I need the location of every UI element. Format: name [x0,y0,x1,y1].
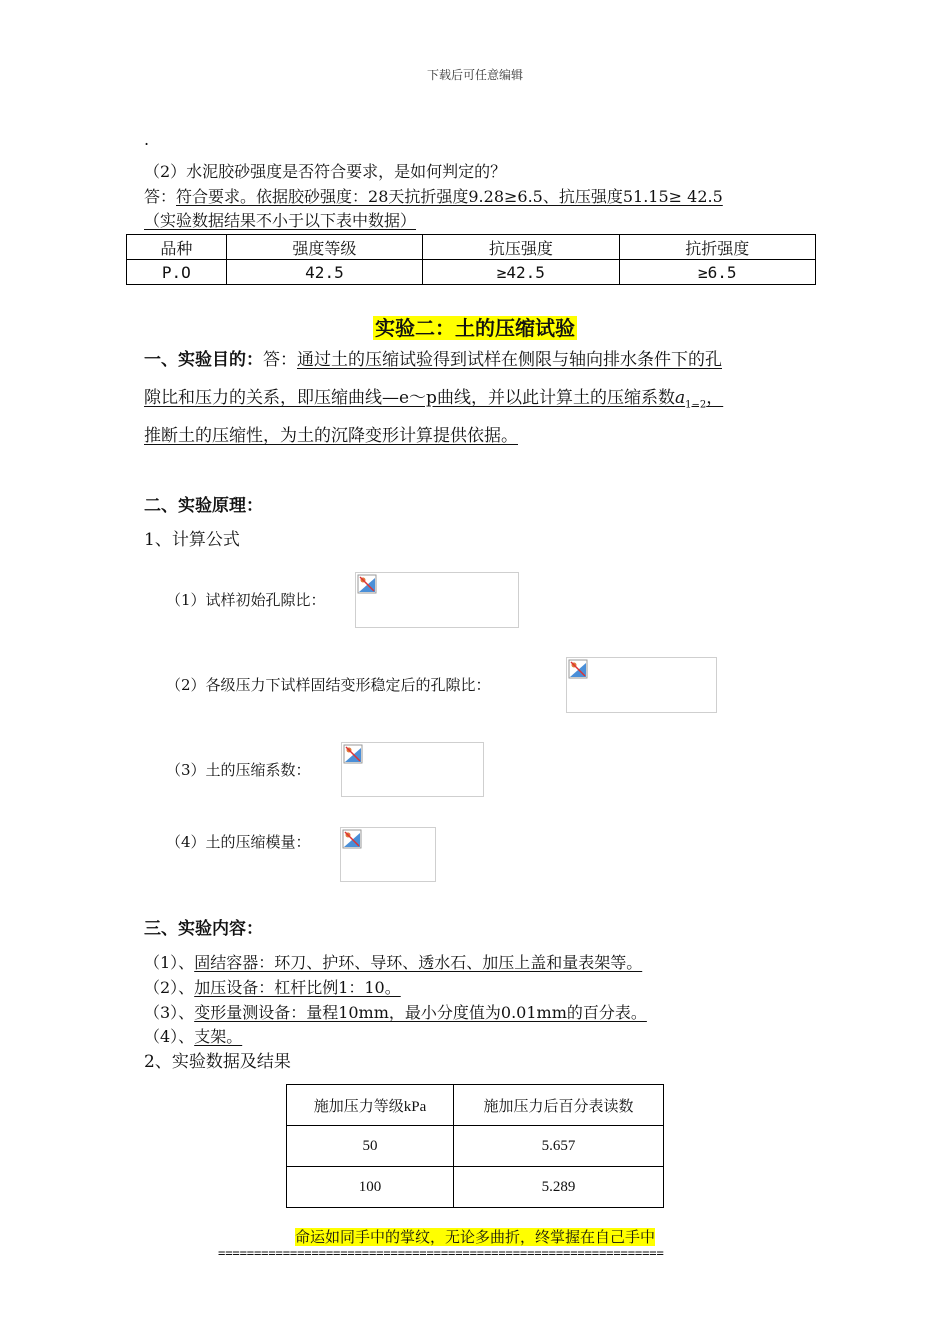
table-cell: 5.657 [454,1126,664,1167]
table-cell: 100 [287,1167,454,1208]
content-heading: 三、实验内容： [144,919,263,939]
answer-text: 符合要求。依据胶砂强度：28天抗折强度9.28≥6.5、抗压强度51.15≥ 42.5 [176,187,723,206]
table-cell: 50 [287,1126,454,1167]
list-item-text: 变形量测设备：量程10mm，最小分度值为0.01mm的百分表。 [194,1003,647,1022]
list-item-prefix: （2）、 [144,978,195,997]
formula-4-image [340,827,436,882]
table-header-row [287,1085,664,1126]
table-cell: 5.289 [454,1167,664,1208]
purpose-heading: 一、实验目的： [144,350,263,370]
table-header-cell: 施加压力后百分表读数 [454,1085,664,1126]
purpose-prefix: 答： [263,350,297,370]
list-item-text: 支架。 [194,1027,243,1046]
data-heading: 2、实验数据及结果 [144,1052,291,1072]
stray-dot: . [144,130,150,149]
formula-3-image [341,742,484,797]
purpose-line-2-end: ， [706,388,724,408]
question-2: （2）水泥胶砂强度是否符合要求，是如何判定的？ [144,162,507,181]
cement-strength-table [126,234,816,285]
broken-image-icon [343,744,363,764]
purpose-paragraph [144,346,722,374]
answer-prefix: 答： [144,187,177,206]
compression-subscript: 1−2 [685,399,707,411]
table-row [127,260,816,285]
broken-image-icon [357,574,377,594]
table-header-cell: 强度等级 [226,235,422,260]
table-note: （实验数据结果不小于以下表中数据） [144,211,417,230]
list-item-text: 加压设备：杠杆比例1：10。 [194,978,401,997]
formula-2-label: （2）各级压力下试样固结变形稳定后的孔隙比： [166,676,491,694]
purpose-line-3: 推断土的压缩性，为土的沉降变形计算提供依据。 [144,426,518,446]
formula-3-label: （3）土的压缩系数： [166,761,311,779]
table-header-row [127,235,816,260]
list-item-prefix: （1）、 [144,953,195,972]
broken-image-icon [568,659,588,679]
formula-heading: 1、计算公式 [144,530,240,550]
formula-4-label: （4）土的压缩模量： [166,833,311,851]
formula-1-label: （1）试样初始孔隙比： [166,591,326,609]
footer-separator: ============================================================== [218,1246,664,1260]
formula-1-image [355,572,519,628]
table-cell: 42.5 [226,260,422,285]
purpose-line-1: 通过土的压缩试验得到试样在侧限与轴向排水条件下的孔 [297,350,722,370]
table-row [287,1167,664,1208]
table-header-cell: 品种 [127,235,227,260]
table-row [287,1126,664,1167]
footer-quote-text: 命运如同手中的掌纹，无论多曲折，终掌握在自己手中 [294,1228,655,1246]
broken-image-icon [342,829,362,849]
answer-2 [144,185,723,209]
compression-symbol: a [674,388,686,408]
purpose-line-2-text: 隙比和压力的关系，即压缩曲线—e～p曲线，并以此计算土的压缩系数 [144,388,675,408]
table-cell: ≥6.5 [619,260,815,285]
list-item [144,1025,242,1049]
list-item [144,976,401,1000]
list-item [144,951,642,975]
page-header: 下载后可任意编辑 [426,68,523,82]
purpose-line-2 [144,384,723,419]
formula-2-image [566,657,717,713]
experiment-title-text: 实验二：土的压缩试验 [375,316,575,340]
principle-heading: 二、实验原理： [144,496,263,516]
table-header-cell: 抗压强度 [423,235,619,260]
list-item [144,1001,647,1025]
footer-quote [0,1226,950,1247]
table-cell: P.O [127,260,227,285]
list-item-prefix: （3）、 [144,1003,195,1022]
experiment-title [0,312,950,341]
list-item-prefix: （4）、 [144,1027,195,1046]
table-header-cell: 施加压力等级kPa [287,1085,454,1126]
data-table [286,1084,664,1208]
table-cell: ≥42.5 [423,260,619,285]
list-item-text: 固结容器：环刀、护环、导环、透水石、加压上盖和量表架等。 [194,953,643,972]
table-header-cell: 抗折强度 [619,235,815,260]
